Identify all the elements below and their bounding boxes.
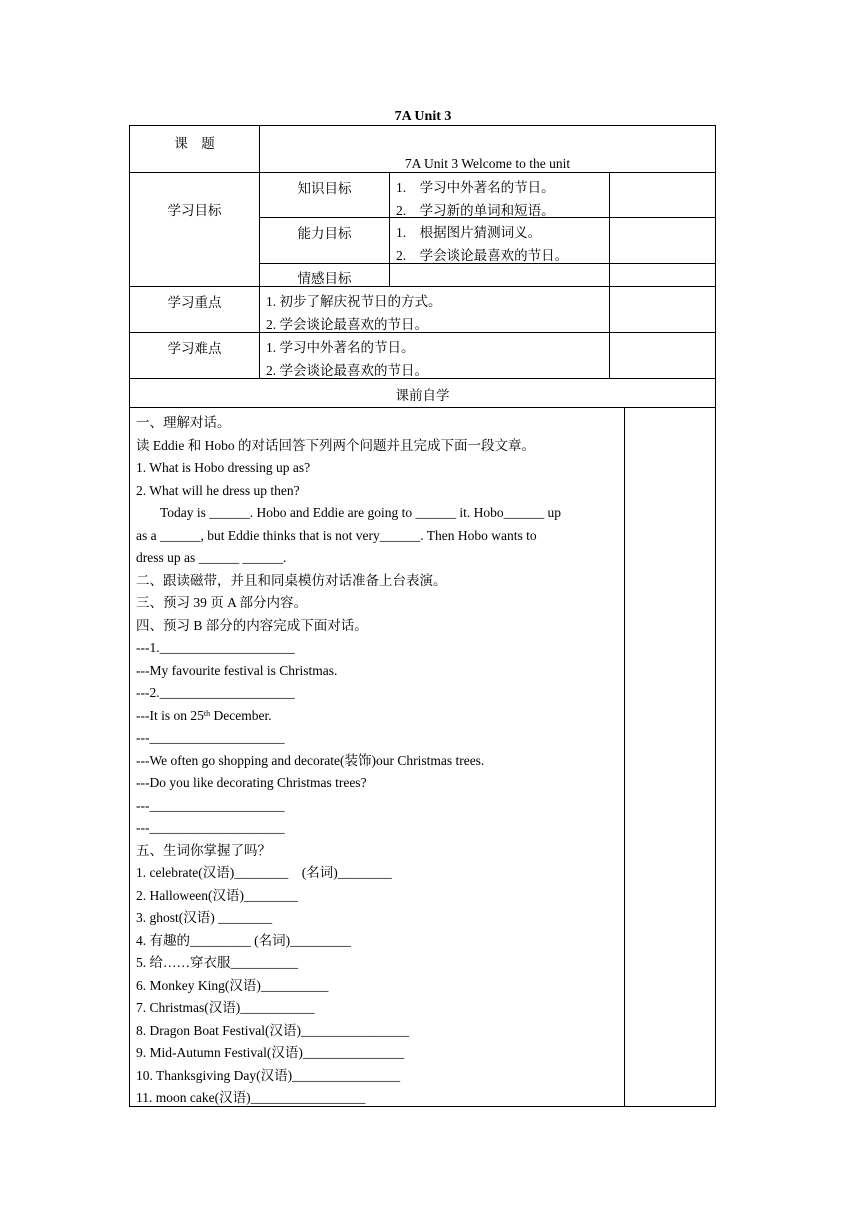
word-item-7: 7. Christmas(汉语)___________ — [136, 1000, 315, 1015]
topic-value: 7A Unit 3 Welcome to the unit — [404, 156, 571, 171]
word-item-6: 6. Monkey King(汉语)__________ — [136, 977, 329, 993]
dialog-line-4 — [136, 705, 272, 728]
self-study-title: 课前自学 — [395, 388, 450, 403]
objectives-label: 学习目标 — [167, 203, 222, 218]
sec3: 三、预习 39 页 A 部分内容。 — [136, 595, 308, 610]
sec5: 五、生词你掌握了吗？ — [136, 842, 271, 858]
sec4: 四、预习 B 部分的内容完成下面对话。 — [136, 617, 368, 633]
question-2: 2. What will he dress up then? — [136, 482, 300, 498]
dialog-line-9: ---____________________ — [136, 820, 285, 835]
topic-value-cell — [259, 125, 716, 173]
knowledge-label: 知识目标 — [297, 181, 352, 196]
emotion-label-cell — [259, 263, 390, 287]
word-item-11: 11. moon cake(汉语)_________________ — [136, 1090, 366, 1105]
ability-item-2: 2. 学会谈论最喜欢的节日。 — [396, 248, 569, 263]
objectives-label-cell — [129, 172, 260, 287]
knowledge-items-cell — [389, 172, 610, 218]
ability-label: 能力目标 — [297, 226, 352, 241]
difficulty-1: 1. 学习中外著名的节日。 — [266, 340, 415, 355]
lesson-plan-table — [130, 126, 716, 1108]
knowledge-item-1: 1. 学习中外著名的节日。 — [396, 180, 555, 195]
dialog-line-8: ---____________________ — [136, 797, 285, 813]
difficulties-extra-cell — [609, 332, 716, 379]
key-points-label-cell — [129, 286, 260, 333]
topic-label-cell — [129, 125, 260, 173]
self-study-content-cell — [129, 407, 625, 1107]
emotion-items-cell — [389, 263, 610, 287]
word-item-10: 10. Thanksgiving Day(汉语)________________ — [136, 1067, 401, 1083]
sec2: 二、跟读磁带，并且和同桌模仿对话准备上台表演。 — [136, 572, 447, 588]
dialog-line-4-sup: th — [203, 708, 211, 718]
sec1-title: 一、理解对话。 — [136, 415, 231, 430]
word-item-3: 3. ghost(汉语) ________ — [136, 910, 273, 925]
emotion-extra-cell — [609, 263, 716, 287]
document-title: 7A Unit 3 — [394, 109, 452, 124]
ability-label-cell — [259, 217, 390, 264]
self-study-notes-cell — [624, 407, 716, 1107]
word-item-2: 2. Halloween(汉语)________ — [136, 887, 298, 903]
word-item-8: 8. Dragon Boat Festival(汉语)________________ — [136, 1022, 409, 1038]
difficulty-2: 2. 学会谈论最喜欢的节日。 — [266, 363, 428, 378]
dialog-line-2: ---My favourite festival is Christmas. — [136, 662, 338, 678]
dialog-line-4-post: December. — [210, 707, 272, 723]
dialog-line-4-pre: ---It is on 25 — [136, 707, 204, 723]
self-study-header-cell — [129, 378, 716, 408]
topic-label: 课 题 — [174, 136, 215, 151]
ability-items-cell — [389, 217, 610, 264]
dialog-line-7: ---Do you like decorating Christmas trees? — [136, 775, 367, 790]
knowledge-extra-cell — [609, 172, 716, 218]
key-points-extra-cell — [609, 286, 716, 333]
passage-line-3: dress up as ______ ______. — [136, 550, 287, 565]
ability-item-1: 1. 根据图片猜测词义。 — [396, 225, 542, 240]
passage-line-1: Today is ______. Hobo and Eddie are going to ______ it. Hobo______ up — [160, 505, 562, 520]
word-item-5: 5. 给……穿衣服__________ — [136, 955, 298, 970]
dialog-line-5: ---____________________ — [136, 730, 285, 745]
word-item-1: 1. celebrate(汉语)________ (名词)________ — [136, 865, 392, 880]
word-item-4: 4. 有趣的_________ (名词)_________ — [136, 932, 351, 948]
difficulties-label-cell — [129, 332, 260, 379]
dialog-line-1: ---1.____________________ — [136, 640, 295, 655]
passage-line-2: as a ______, but Eddie thinks that is not very______. Then Hobo wants to — [136, 527, 537, 543]
ability-extra-cell — [609, 217, 716, 264]
knowledge-label-cell — [259, 172, 390, 218]
emotion-label: 情感目标 — [297, 271, 352, 286]
key-points-items-cell — [259, 286, 610, 333]
difficulties-items-cell — [259, 332, 610, 379]
dialog-line-6: ---We often go shopping and decorate(装饰)our Christmas trees. — [136, 752, 485, 768]
dialog-line-3: ---2.____________________ — [136, 685, 295, 700]
word-item-9: 9. Mid-Autumn Festival(汉语)_______________ — [136, 1045, 405, 1060]
key-point-2: 2. 学会谈论最喜欢的节日。 — [266, 317, 428, 332]
knowledge-item-2: 2. 学习新的单词和短语。 — [396, 203, 555, 218]
question-1: 1. What is Hobo dressing up as? — [136, 460, 311, 475]
key-points-label: 学习重点 — [167, 295, 222, 310]
key-point-1: 1. 初步了解庆祝节日的方式。 — [266, 294, 442, 309]
sec1-intro: 读 Eddie 和 Hobo 的对话回答下列两个问题并且完成下面一段文章。 — [136, 437, 535, 453]
difficulties-label: 学习难点 — [167, 341, 222, 356]
